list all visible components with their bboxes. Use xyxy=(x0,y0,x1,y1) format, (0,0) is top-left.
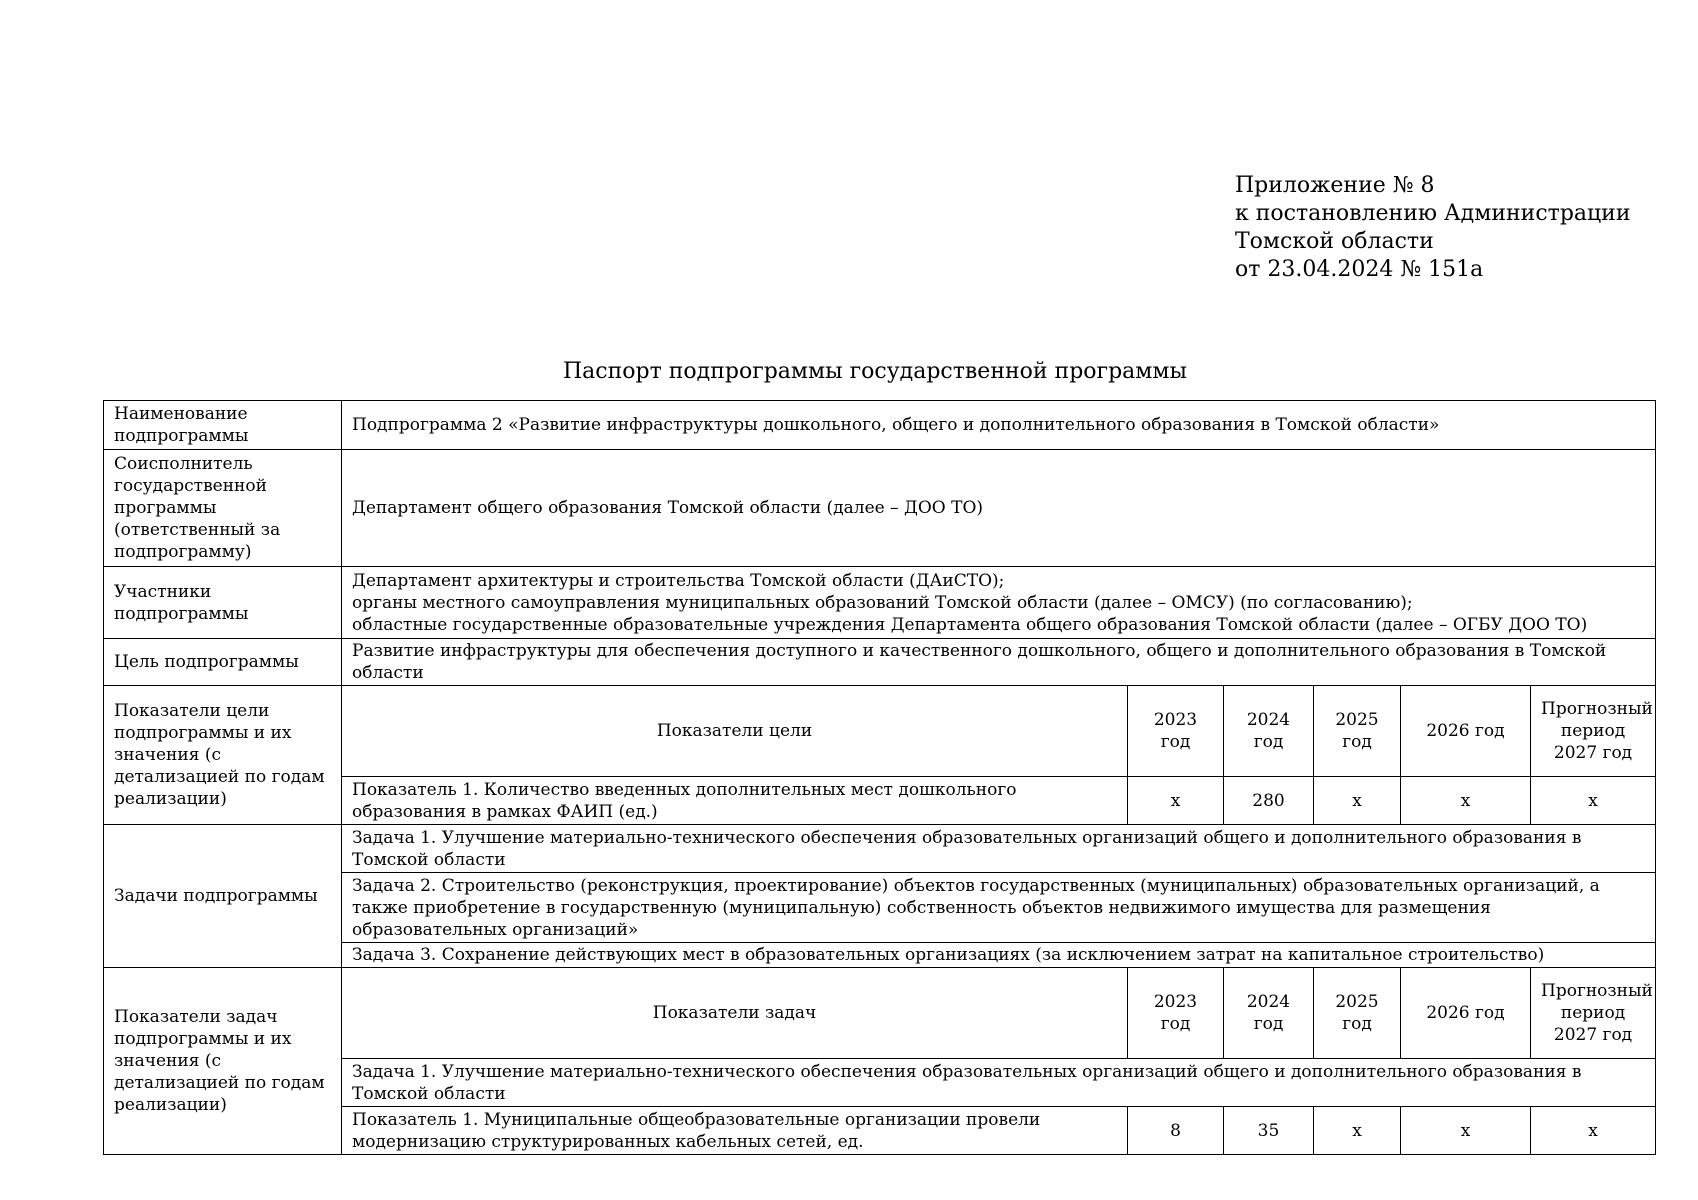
passport-table xyxy=(103,400,1656,1155)
goal-value-2023: х xyxy=(1128,777,1224,825)
tasks-label: Задачи подпрограммы xyxy=(104,825,342,968)
task-value-2023: 8 xyxy=(1128,1107,1224,1155)
name-label: Наименование подпрограммы xyxy=(104,401,342,450)
task-3: Задача 3. Сохранение действующих мест в образовательных организациях (за исключением затрат на капитальное строительство) xyxy=(342,943,1656,968)
name-value: Подпрограмма 2 «Развитие инфраструктуры дошкольного, общего и дополнительного образования в Томской области» xyxy=(342,401,1656,450)
participants-value xyxy=(342,567,1656,639)
goal-indicator-name: Показатель 1. Количество введенных дополнительных мест дошкольного образования в рамках ФАИП (ед.) xyxy=(342,777,1128,825)
appendix-line-3: Томской области xyxy=(1235,229,1434,254)
task-value-2026: х xyxy=(1401,1107,1531,1155)
participant-2: органы местного самоуправления муниципальных образований Томской области (далее – ОМСУ) (по согласованию); xyxy=(352,592,1413,613)
row-participants xyxy=(104,567,1656,639)
task-col-2027: Прогнозный период 2027 год xyxy=(1531,968,1656,1059)
task-indicators-label: Показатели задач подпрограммы и их значения (с детализацией по годам реализации) xyxy=(104,968,342,1155)
task-value-2025: х xyxy=(1314,1107,1401,1155)
task-indicators-task1: Задача 1. Улучшение материально-технического обеспечения образовательных организаций общего и дополнительного образования в Томской области xyxy=(342,1059,1656,1107)
participant-1: Департамент архитектуры и строительства Томской области (ДАиСТО); xyxy=(352,570,1005,591)
row-coexecutor xyxy=(104,450,1656,567)
task-indicator-name: Показатель 1. Муниципальные общеобразовательные организации провели модернизацию структурированных кабельных сетей, ед. xyxy=(342,1107,1128,1155)
goal-col-2026: 2026 год xyxy=(1401,686,1531,777)
goal-col-2024: 2024 год xyxy=(1224,686,1314,777)
document-title: Паспорт подпрограммы государственной программы xyxy=(562,359,1188,384)
goal-indicators-label: Показатели цели подпрограммы и их значения (с детализацией по годам реализации) xyxy=(104,686,342,825)
task-2: Задача 2. Строительство (реконструкция, проектирование) объектов государственных (муниципальных) образовательных организаций, а также приобретение в государственную (муниципальную) собственность объектов недвижимого имущества для размещения образовательных организаций» xyxy=(342,873,1656,943)
goal-value-2026: х xyxy=(1401,777,1531,825)
goal-value-2027: х xyxy=(1531,777,1656,825)
task-indicators-header-row xyxy=(104,968,1656,1059)
task-1: Задача 1. Улучшение материально-технического обеспечения образовательных организаций общего и дополнительного образования в Томской области xyxy=(342,825,1656,873)
goal-indicators-header-row xyxy=(104,686,1656,777)
task-col-2024: 2024 год xyxy=(1224,968,1314,1059)
row-name xyxy=(104,401,1656,450)
appendix-line-4: от 23.04.2024 № 151а xyxy=(1235,257,1484,282)
appendix-line-1: Приложение № 8 xyxy=(1235,173,1435,198)
goal-value-2024: 280 xyxy=(1224,777,1314,825)
goal-indicators-col-title: Показатели цели xyxy=(342,686,1128,777)
goal-label: Цель подпрограммы xyxy=(104,639,342,686)
task-row-1 xyxy=(104,825,1656,873)
participants-label: Участники подпрограммы xyxy=(104,567,342,639)
coexecutor-value: Департамент общего образования Томской области (далее – ДОО ТО) xyxy=(342,450,1656,567)
row-goal xyxy=(104,639,1656,686)
task-col-2023: 2023 год xyxy=(1128,968,1224,1059)
goal-col-2027: Прогнозный период 2027 год xyxy=(1531,686,1656,777)
appendix-line-2: к постановлению Администрации xyxy=(1235,201,1631,226)
coexecutor-label: Соисполнитель государственной программы (ответственный за подпрограмму) xyxy=(104,450,342,567)
task-value-2027: х xyxy=(1531,1107,1656,1155)
participant-3: областные государственные образовательные учреждения Департамента общего образования Томской области (далее – ОГБУ ДОО ТО) xyxy=(352,614,1588,635)
goal-col-2025: 2025 год xyxy=(1314,686,1401,777)
goal-col-2023: 2023 год xyxy=(1128,686,1224,777)
goal-value: Развитие инфраструктуры для обеспечения доступного и качественного дошкольного, общего и дополнительного образования в Томской области xyxy=(342,639,1656,686)
task-indicators-col-title: Показатели задач xyxy=(342,968,1128,1059)
task-col-2025: 2025 год xyxy=(1314,968,1401,1059)
task-col-2026: 2026 год xyxy=(1401,968,1531,1059)
appendix-header xyxy=(1235,172,1631,284)
task-value-2024: 35 xyxy=(1224,1107,1314,1155)
goal-value-2025: х xyxy=(1314,777,1401,825)
